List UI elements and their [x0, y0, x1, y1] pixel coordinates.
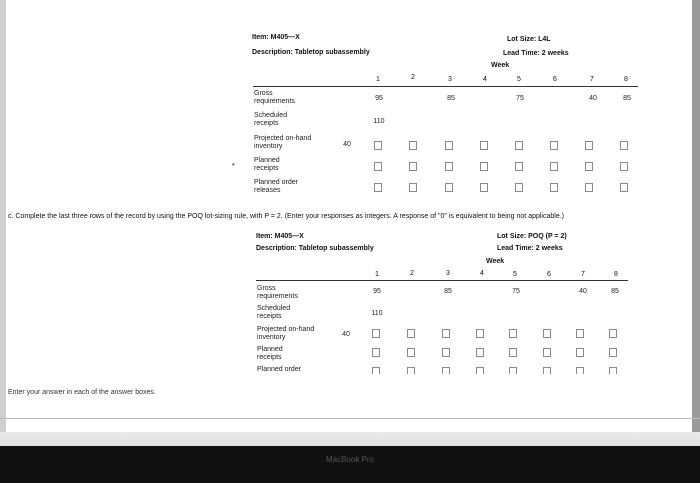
week-number: 7 [581, 271, 585, 278]
answer-box[interactable] [543, 329, 551, 338]
week-number: 8 [614, 271, 618, 278]
lead-time-label: Lead Time: 2 weeks [503, 50, 569, 57]
week-number: 5 [513, 271, 517, 278]
lot-size-label: Lot Size: POQ (P = 2) [497, 233, 567, 240]
row-label-projected: Projected on-hand inventory [254, 135, 312, 150]
on-hand-start-value: 40 [342, 331, 350, 338]
answer-box[interactable] [407, 329, 415, 338]
week-number: 3 [448, 76, 452, 83]
answer-box[interactable] [585, 162, 593, 171]
answer-box[interactable] [609, 348, 617, 357]
answer-box[interactable] [409, 141, 417, 150]
row-label-scheduled: Scheduled receipts [254, 112, 288, 127]
description-label: Description: Tabletop subassembly [256, 245, 374, 252]
gross-requirement-value: 75 [516, 95, 524, 102]
week-number: 2 [410, 270, 414, 277]
answer-box[interactable] [445, 183, 453, 192]
week-number: 3 [446, 270, 450, 277]
answer-box[interactable] [585, 141, 593, 150]
answer-box[interactable] [476, 348, 484, 357]
answer-box[interactable] [442, 348, 450, 357]
row-label-planned-releases: Planned order [257, 366, 301, 373]
divider [0, 418, 700, 419]
lot-size-label: Lot Size: L4L [507, 36, 551, 43]
answer-box[interactable] [372, 348, 380, 357]
item-label: Item: M405—X [256, 233, 304, 240]
row-label-gross: Gross requirements [254, 90, 295, 105]
answer-box[interactable] [372, 367, 380, 374]
answer-box[interactable] [550, 183, 558, 192]
item-label: Item: M405—X [252, 34, 300, 41]
week-label: Week [491, 62, 510, 69]
week-number: 1 [376, 76, 380, 83]
answer-box[interactable] [543, 348, 551, 357]
description-label: Description: Tabletop subassembly [252, 49, 370, 56]
answer-box[interactable] [480, 162, 488, 171]
gross-requirement-value: 95 [375, 95, 383, 102]
answer-box[interactable] [515, 183, 523, 192]
on-hand-start-value: 40 [343, 141, 351, 148]
answer-box[interactable] [585, 183, 593, 192]
week-number: 1 [375, 271, 379, 278]
gross-requirement-value: 40 [579, 288, 587, 295]
answer-instruction: Enter your answer in each of the answer boxes. [8, 389, 156, 396]
answer-box[interactable] [620, 183, 628, 192]
answer-box[interactable] [620, 141, 628, 150]
answer-box[interactable] [576, 348, 584, 357]
gross-requirement-value: 95 [373, 288, 381, 295]
week-number: 4 [480, 270, 484, 277]
answer-box[interactable] [476, 329, 484, 338]
answer-box[interactable] [409, 183, 417, 192]
answer-box[interactable] [476, 367, 484, 374]
row-label-scheduled: Scheduled receipts [257, 305, 291, 320]
answer-box[interactable] [509, 367, 517, 374]
answer-box[interactable] [609, 367, 617, 374]
answer-box[interactable] [543, 367, 551, 374]
week-number: 6 [553, 76, 557, 83]
answer-box[interactable] [550, 141, 558, 150]
answer-box[interactable] [442, 367, 450, 374]
answer-box[interactable] [374, 162, 382, 171]
answer-box[interactable] [374, 183, 382, 192]
header-rule [253, 86, 638, 87]
header-rule [256, 280, 628, 281]
answer-box[interactable] [550, 162, 558, 171]
answer-box[interactable] [480, 183, 488, 192]
answer-box[interactable] [374, 141, 382, 150]
answer-box[interactable] [480, 141, 488, 150]
gross-requirement-value: 85 [623, 95, 631, 102]
row-label-gross: Gross requirements [257, 285, 298, 300]
question-prompt: c. Complete the last three rows of the record by using the POQ lot-sizing rule, with P = 2. (Enter your responses as integers. A response of "0" is equivalent to being not applicable.) [8, 213, 564, 220]
gross-requirement-value: 85 [611, 288, 619, 295]
answer-box[interactable] [445, 141, 453, 150]
answer-box[interactable] [515, 141, 523, 150]
answer-box[interactable] [620, 162, 628, 171]
answer-box[interactable] [372, 329, 380, 338]
answer-box[interactable] [509, 329, 517, 338]
answer-box[interactable] [609, 329, 617, 338]
screen-right-edge [692, 0, 700, 432]
gross-requirement-value: 85 [447, 95, 455, 102]
week-number: 6 [547, 271, 551, 278]
lead-time-label: Lead Time: 2 weeks [497, 245, 563, 252]
week-number: 7 [590, 76, 594, 83]
answer-box[interactable] [409, 162, 417, 171]
scheduled-receipt-value: 110 [371, 310, 383, 317]
week-number: 5 [517, 76, 521, 83]
answer-box[interactable] [515, 162, 523, 171]
laptop-brand-text: MacBook Pro [325, 455, 375, 464]
answer-box[interactable] [445, 162, 453, 171]
answer-box[interactable] [407, 348, 415, 357]
bullet-marker: • [232, 160, 235, 169]
answer-box[interactable] [407, 367, 415, 374]
week-number: 2 [411, 74, 415, 81]
scheduled-receipt-value: 110 [373, 118, 385, 125]
row-label-planned-releases: Planned order releases [254, 179, 298, 194]
week-number: 8 [624, 76, 628, 83]
week-label: Week [486, 258, 505, 265]
answer-box[interactable] [576, 367, 584, 374]
row-label-planned-receipts: Planned receipts [254, 157, 280, 172]
gross-requirement-value: 85 [444, 288, 452, 295]
gross-requirement-value: 75 [512, 288, 520, 295]
row-label-planned-receipts: Planned receipts [257, 346, 283, 361]
answer-box[interactable] [509, 348, 517, 357]
week-number: 4 [483, 76, 487, 83]
row-label-projected: Projected on-hand inventory [257, 326, 315, 341]
answer-box[interactable] [576, 329, 584, 338]
laptop-bottom-bezel [0, 446, 700, 483]
screen-left-edge [0, 0, 6, 432]
gross-requirement-value: 40 [589, 95, 597, 102]
answer-box[interactable] [442, 329, 450, 338]
